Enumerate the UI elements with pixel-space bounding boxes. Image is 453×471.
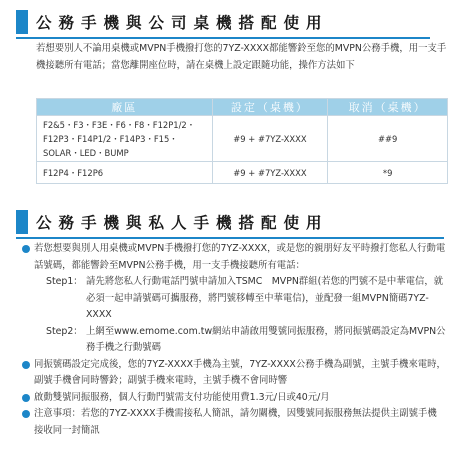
step1-label: Step1： xyxy=(46,276,83,287)
table-cell: #9 + #7YZ-XXXX xyxy=(212,162,328,184)
list-item xyxy=(22,357,446,390)
section1-intro: 若想要別人不論用桌機或MVPN手機撥打您的7YZ-XXXX都能響鈴至您的MVPN公務手機，用一支手機接聽所有電話；當您離開座位時，請在桌機上設定跟隨功能，操作方法如下 xyxy=(36,43,447,71)
table-header-cell: 設定（桌機） xyxy=(212,99,328,116)
step1-text: 請先將您私人行動電話門號申請加入TSMC MVPN群組(若您的門號不是中華電信，就必須一起申請號碼可攜服務，將門號移轉至中華電信)，並配發一組MVPN簡碼7YZ-XXXX xyxy=(86,276,444,320)
section1-heading xyxy=(16,8,329,36)
list-item xyxy=(22,390,446,407)
list-item xyxy=(22,241,446,274)
step2-label: Step2： xyxy=(46,325,83,337)
step2 xyxy=(22,324,446,357)
table-cell: F12P4・F12P6 xyxy=(37,162,213,184)
bullet-dot-icon xyxy=(22,410,30,418)
dial-code-table xyxy=(36,98,448,184)
section2-content xyxy=(22,241,446,439)
bullet-text: 若您想要與別人用桌機或MVPN手機撥打您的7YZ-XXXX，或是您的親朋好友平時撥打您私人行動電話號碼，都能響鈴至MVPN公務手機，用一支手機接聽所有電話： xyxy=(34,243,446,271)
table-cell: F2&5・F3・F3E・F6・F8・F12P1/2・F12P3・F14P1/2・F14P3・F15・SOLAR・LED・BUMP xyxy=(37,116,213,162)
section2-title: 公務手機與私人手機搭配使用 xyxy=(36,214,329,232)
step2-text: 上網至www.emome.com.tw網站申請啟用雙號同振服務，將同振號碼設定為MVPN公務手機之行動號碼 xyxy=(86,325,446,353)
bullet-text: 同振號碼設定完成後，您的7YZ-XXXX手機為主號，7YZ-XXXX公務手機為副號，主號手機來電時，副號手機會同時響鈴；副號手機來電時，主號手機不會同時響 xyxy=(34,358,446,386)
table-header-cell: 廠區 xyxy=(37,99,213,116)
section2-underline xyxy=(16,237,444,239)
table-header-row xyxy=(37,99,448,116)
section1-title: 公務手機與公司桌機搭配使用 xyxy=(36,14,329,32)
bullet-dot-icon xyxy=(22,361,30,369)
table-cell: #9 + #7YZ-XXXX xyxy=(212,116,328,162)
bullet-dot-icon xyxy=(22,394,30,402)
table-cell: *9 xyxy=(328,162,448,184)
table-row xyxy=(37,162,448,184)
step1 xyxy=(22,274,446,324)
section1-heading-bar xyxy=(16,10,28,34)
bullet-text: 啟動雙號同振服務，個人行動門號需支付功能使用費1.3元/日或40元/月 xyxy=(34,391,330,403)
section2-heading xyxy=(16,208,329,236)
bullet-dot-icon xyxy=(22,245,30,253)
section2-heading-bar xyxy=(16,210,28,234)
table-header-cell: 取消（桌機） xyxy=(328,99,448,116)
list-item xyxy=(22,406,446,439)
table-cell: ##9 xyxy=(328,116,448,162)
section1-underline xyxy=(16,37,430,39)
table-row xyxy=(37,116,448,162)
bullet-text: 注意事項：若您的7YZ-XXXX手機需接私人簡訊，請勿關機，因雙號同振服務無法提供主副號手機接收同一封簡訊 xyxy=(34,408,437,436)
